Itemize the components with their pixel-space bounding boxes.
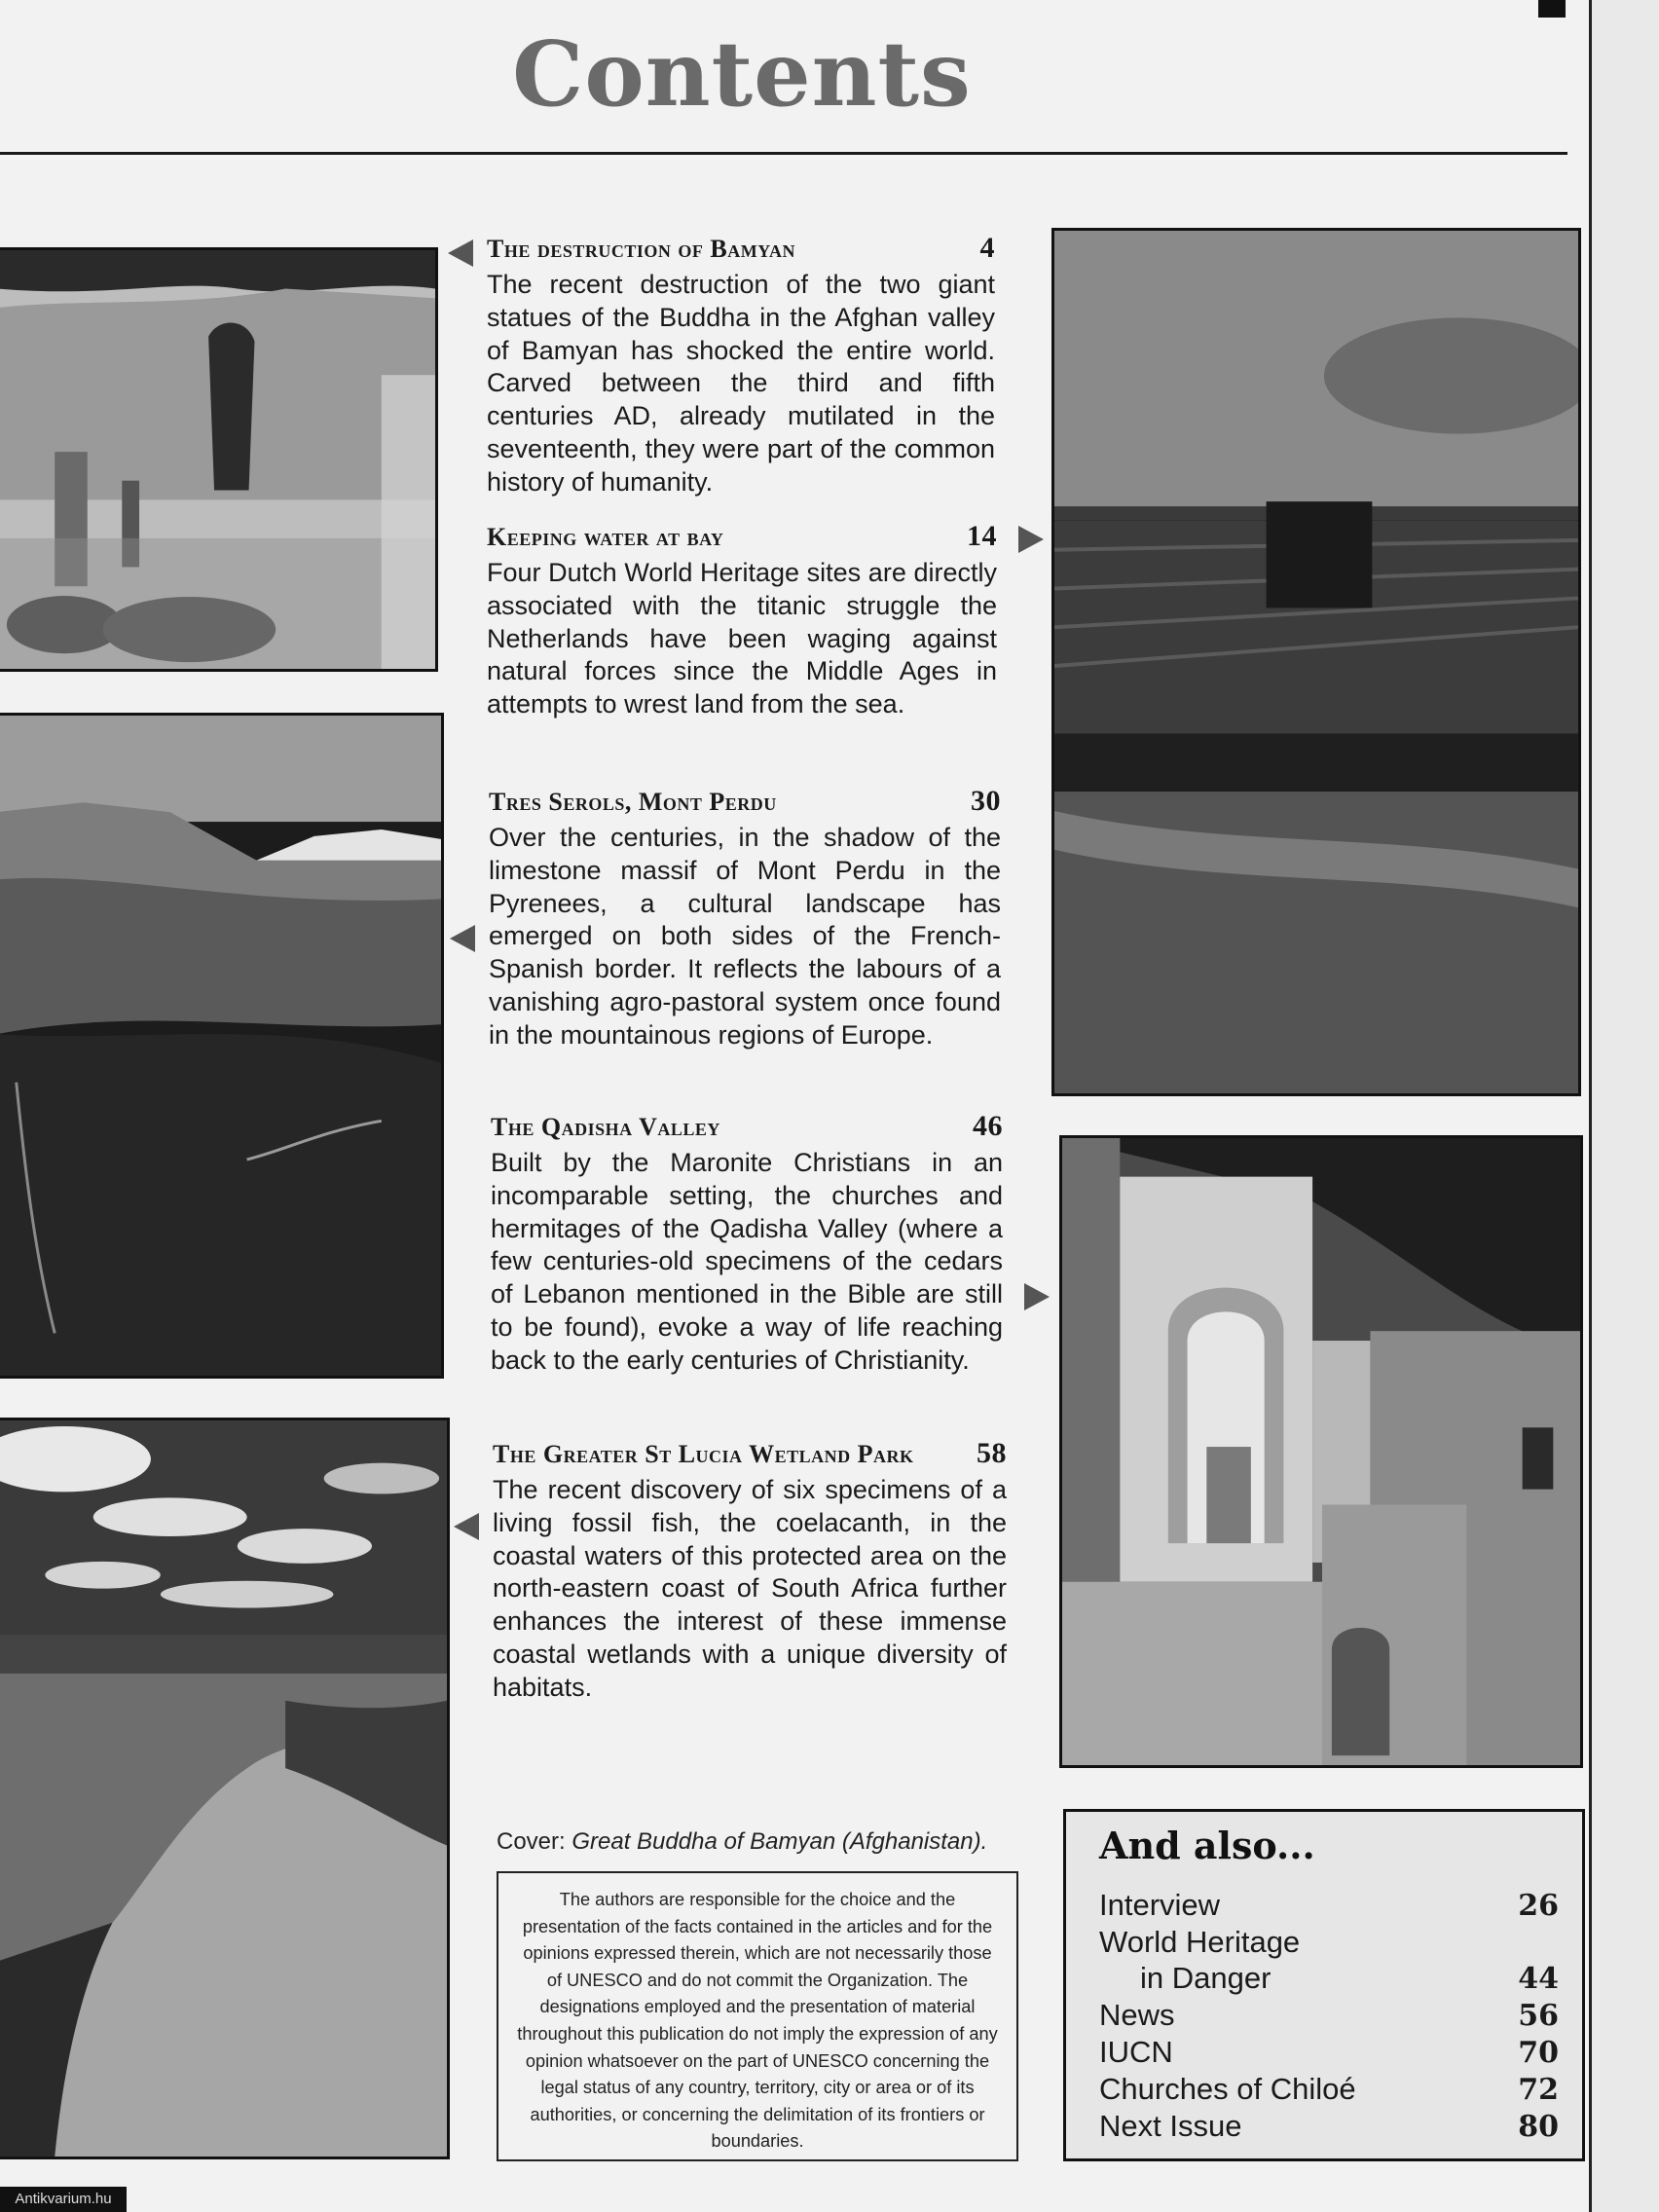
also-item-page: 26: [1518, 1889, 1559, 1923]
also-item-page: 80: [1518, 2110, 1559, 2144]
article-title: The destruction of Bamyan: [487, 235, 796, 263]
also-item: [1099, 2034, 1559, 2071]
arrow-left-icon: [450, 925, 475, 952]
also-item-label: Next Issue: [1099, 2109, 1242, 2143]
article-title: The Qadisha Valley: [491, 1113, 720, 1141]
article-st-lucia: [493, 1437, 1007, 1705]
arrow-left-icon: [448, 240, 473, 267]
also-item-label: World Heritage: [1099, 1925, 1301, 1959]
watermark: Antikvarium.hu: [0, 2187, 127, 2212]
also-item: [1099, 2108, 1559, 2145]
article-page-number: 58: [977, 1437, 1007, 1469]
also-item-label: Interview: [1099, 1888, 1221, 1922]
cover-caption: [497, 1828, 987, 1856]
article-summary: The recent destruction of the two giant statues of the Buddha in the Afghan valley of Bamyan has shocked the entire world. Carved between the third and fifth centuries AD, already mutilated in the seventeenth, they were part of the common history of humanity.: [487, 270, 995, 497]
photo-st-lucia-shoreline: [0, 1418, 450, 2159]
also-item-label: IUCN: [1099, 2035, 1173, 2069]
and-also-box: [1063, 1809, 1585, 2161]
article-page-number: 4: [979, 232, 995, 264]
article-qadisha: [491, 1110, 1003, 1378]
also-item: [1099, 1887, 1559, 1924]
article-summary: The recent discovery of six specimens of a living fossil fish, the coelacanth, in the coastal waters of this protected area on the north-eastern coast of South Africa further enhances the interest of these immense coastal wetlands with a unique diversity of habitats.: [493, 1475, 1007, 1702]
also-item-page: 72: [1518, 2073, 1559, 2107]
article-summary: Four Dutch World Heritage sites are directly associated with the titanic struggle the Netherlands have been waging against natural forces since the Middle Ages in attempts to wrest land from the sea.: [487, 558, 997, 719]
article-page-number: 14: [967, 520, 997, 552]
also-item-continued: [1099, 1960, 1559, 1997]
photo-dutch-polder-tractor: [1051, 228, 1581, 1096]
photo-qadisha-monastery: [1059, 1135, 1583, 1768]
title-rule: [0, 152, 1567, 155]
also-item-label: News: [1099, 1998, 1175, 2032]
also-item: [1099, 1997, 1559, 2034]
cover-caption-text: Great Buddha of Bamyan (Afghanistan).: [571, 1828, 988, 1855]
article-title: Keeping water at bay: [487, 523, 724, 551]
corner-marker: [1538, 0, 1566, 18]
photo-mont-perdu-canyon: [0, 713, 444, 1379]
also-item: [1099, 1924, 1559, 1960]
arrow-left-icon: [454, 1513, 479, 1540]
cover-label: Cover:: [497, 1828, 566, 1855]
also-item: [1099, 2071, 1559, 2108]
page-edge-rule: [1589, 0, 1592, 2212]
article-summary: Built by the Maronite Christians in an incomparable setting, the churches and hermitages of the Qadisha Valley (where a few centuries-old specimens of the cedars of Lebanon mentioned in the Bible are still to be found), evoke a way of life reaching back to the early centuries of Christianity.: [491, 1148, 1003, 1375]
article-summary: Over the centuries, in the shadow of the limestone massif of Mont Perdu in the Pyrenees, a cultural landscape has emerged on both sides of the French-Spanish border. It reflects the labours of a vanishing agro-pastoral system once found in the mountainous regions of Europe.: [489, 823, 1001, 1050]
article-page-number: 46: [973, 1110, 1003, 1142]
article-title: The Greater St Lucia Wetland Park: [493, 1440, 914, 1468]
also-item-page: 44: [1518, 1962, 1559, 1996]
disclaimer-box: The authors are responsible for the choice and the presentation of the facts contained in the articles and for the opinions expressed therein, which are not necessarily those of UNESCO and do not commit the Organization. The designations employed and the presentation of material throughout this publication do not imply the expression of any opinion whatsoever on the part of UNESCO concerning the legal status of any country, territory, city or area or of its authorities, or concerning the delimitation of its frontiers or boundaries.: [497, 1871, 1018, 2161]
article-title: Tres Serols, Mont Perdu: [489, 788, 777, 816]
photo-bamyan-buddha-niche: [0, 247, 438, 672]
article-dutch: [487, 520, 997, 721]
article-page-number: 30: [971, 785, 1001, 817]
and-also-title: And also...: [1099, 1824, 1315, 1867]
article-bamyan: [487, 232, 995, 499]
also-item-label-continued: in Danger: [1140, 1961, 1272, 1995]
arrow-right-icon: [1018, 526, 1044, 553]
also-item-page: 56: [1518, 1999, 1559, 2033]
page-title: Contents: [512, 21, 972, 127]
arrow-right-icon: [1024, 1283, 1050, 1310]
also-item-page: 70: [1518, 2036, 1559, 2070]
article-mont-perdu: [489, 785, 1001, 1052]
also-item-label: Churches of Chiloé: [1099, 2072, 1356, 2106]
